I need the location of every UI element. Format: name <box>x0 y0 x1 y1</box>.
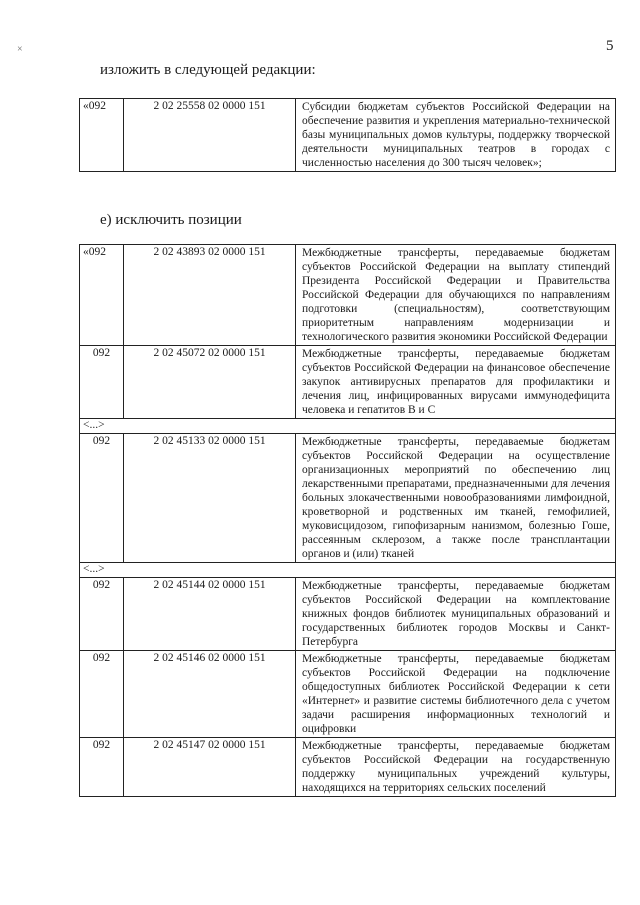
description-cell: Межбюджетные трансферты, передаваемые бюджетам субъектов Российской Федерации на финансовое обеспечение закупок антивирусных препаратов для профилактики и лечения лиц, инфицированных вирусами иммунодефицита человека и гепатитов В и С <box>296 346 616 419</box>
amended-position-table <box>79 98 616 172</box>
table-row <box>80 99 616 172</box>
ellipsis-row <box>80 563 616 578</box>
table-row <box>80 434 616 563</box>
ellipsis-cell: <...> <box>80 419 616 434</box>
budget-code-cell: 2 02 45072 02 0000 151 <box>124 346 296 419</box>
admin-code-cell: 092 <box>80 738 124 797</box>
description-cell: Межбюджетные трансферты, передаваемые бюджетам субъектов Российской Федерации на выплату стипендий Президента Российской Федерации и Правительства Российской Федерации для обучающихся по направлениям подготовки (специальностям), соответствующим приоритетным направлениям модернизации и технологического развития экономики Российской Федерации <box>296 245 616 346</box>
description-cell: Межбюджетные трансферты, передаваемые бюджетам субъектов Российской Федерации на подключение общедоступных библиотек Российской Федерации к сети «Интернет» и развитие системы библиотечного дела с учетом задачи расширения информационных технологий и оцифровки <box>296 651 616 738</box>
page-number: 5 <box>606 38 614 54</box>
heading-exclude: е) исключить позиции <box>100 212 242 228</box>
ellipsis-cell: <...> <box>80 563 616 578</box>
admin-code-cell: 092 <box>80 578 124 651</box>
budget-code-cell: 2 02 45147 02 0000 151 <box>124 738 296 797</box>
table-row <box>80 578 616 651</box>
heading-amend: изложить в следующей редакции: <box>100 62 316 78</box>
admin-code-cell: «092 <box>80 245 124 346</box>
budget-code-cell: 2 02 45146 02 0000 151 <box>124 651 296 738</box>
admin-code-cell: 092 <box>80 651 124 738</box>
table-row <box>80 245 616 346</box>
table-row <box>80 346 616 419</box>
budget-code-cell: 2 02 25558 02 0000 151 <box>124 99 296 172</box>
admin-code-cell: 092 <box>80 434 124 563</box>
description-cell: Межбюджетные трансферты, передаваемые бюджетам субъектов Российской Федерации на осуществление организационных мероприятий по обеспечению лиц лекарственными препаратами, предназначенными для лечения больных злокачественными новообразованиями лимфоидной, кроветворной и родственных им тканей, гемофилией, муковисцидозом, гипофизарным нанизмом, болезнью Гоше, рассеянным склерозом, а также после трансплантации органов и (или) тканей <box>296 434 616 563</box>
budget-code-cell: 2 02 43893 02 0000 151 <box>124 245 296 346</box>
table-row <box>80 738 616 797</box>
scan-mark: × <box>17 44 23 55</box>
admin-code-cell: «092 <box>80 99 124 172</box>
budget-code-cell: 2 02 45133 02 0000 151 <box>124 434 296 563</box>
description-cell: Субсидии бюджетам субъектов Российской Федерации на обеспечение развития и укрепления материально-технической базы муниципальных домов культуры, поддержку творческой деятельности муниципальных театров в городах с численностью населения до 300 тысяч человек»; <box>296 99 616 172</box>
table-row <box>80 651 616 738</box>
admin-code-cell: 092 <box>80 346 124 419</box>
description-cell: Межбюджетные трансферты, передаваемые бюджетам субъектов Российской Федерации на комплектование книжных фондов библиотек муниципальных образований и государственных библиотек городов Москвы и Санкт-Петербурга <box>296 578 616 651</box>
ellipsis-row <box>80 419 616 434</box>
budget-code-cell: 2 02 45144 02 0000 151 <box>124 578 296 651</box>
description-cell: Межбюджетные трансферты, передаваемые бюджетам субъектов Российской Федерации на государственную поддержку муниципальных учреждений культуры, находящихся на территориях сельских поселений <box>296 738 616 797</box>
excluded-positions-table <box>79 244 616 797</box>
